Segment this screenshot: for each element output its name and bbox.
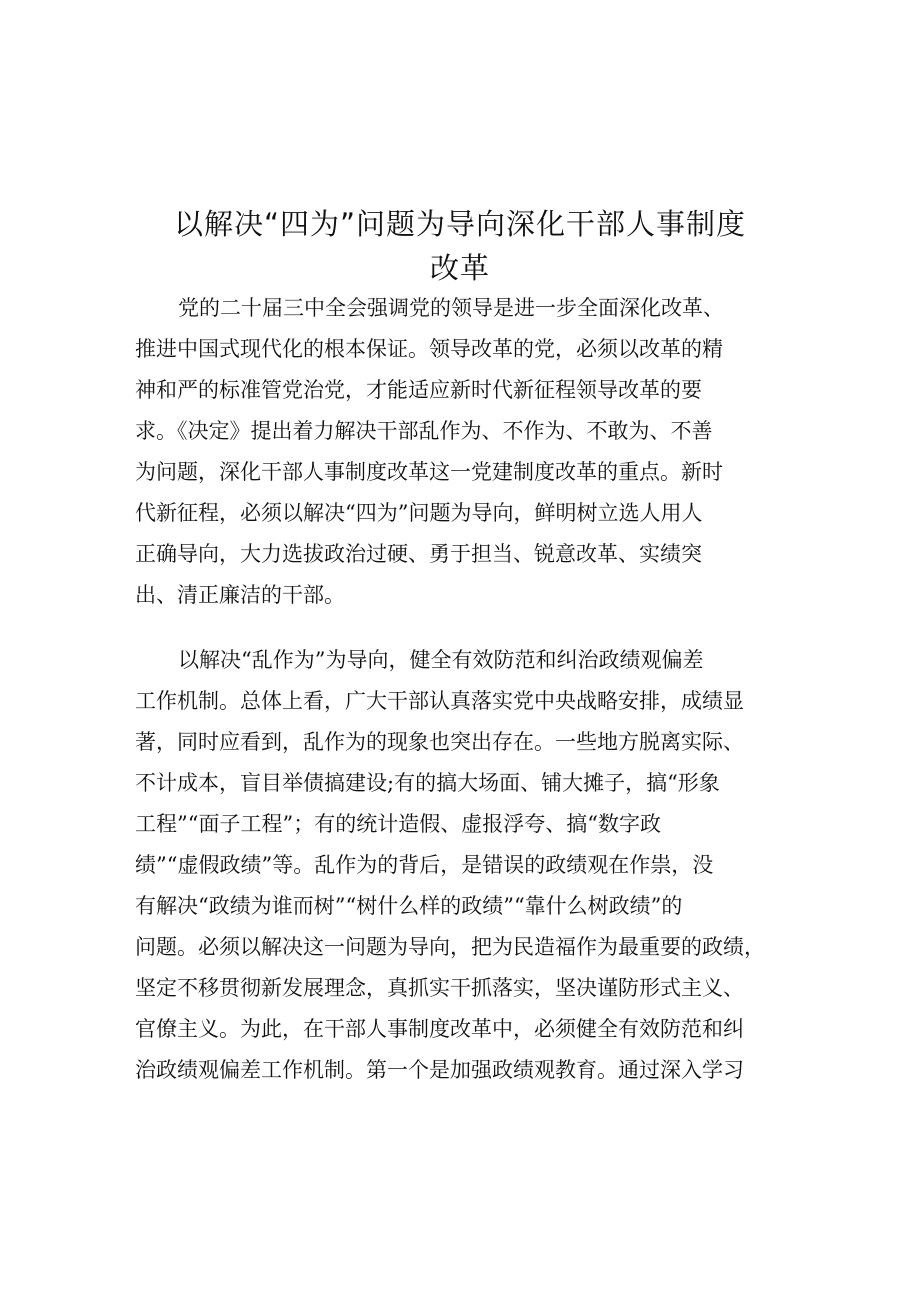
paragraph-1-line-3: 神和严的标准管党治党，才能适应新时代新征程领导改革的要 xyxy=(135,378,702,402)
document-title-line-1: 以解决“四为”问题为导向深化干部人事制度 xyxy=(173,207,747,241)
paragraph-2-line-11: 治政绩观偏差工作机制。第一个是加强政绩观教育。通过深入学习 xyxy=(135,1058,744,1082)
paragraph-2-line-3: 著，同时应看到，乱作为的现象也突出存在。一些地方脱离实际、 xyxy=(135,730,744,754)
paragraph-2-line-9: 坚定不移贯彻新发展理念，真抓实干抓落实，坚决谨防形式主义、 xyxy=(135,976,744,1000)
paragraph-2-line-2: 工作机制。总体上看，广大干部认真落实党中央战略安排，成绩显 xyxy=(135,689,744,713)
paragraph-2-line-5: 工程”“面子工程”；有的统计造假、虚报浮夸、搞“数字政 xyxy=(135,812,661,836)
paragraph-1-line-7: 正确导向，大力选拔政治过硬、勇于担当、锐意改革、实绩突 xyxy=(135,542,702,566)
paragraph-2-line-8: 问题。必须以解决这一问题为导向，把为民造福作为最重要的政绩， xyxy=(135,935,765,959)
paragraph-1-line-8: 出、清正廉洁的干部。 xyxy=(135,583,345,607)
paragraph-1-line-5: 为问题，深化干部人事制度改革这一党建制度改革的重点。新时 xyxy=(135,460,723,484)
paragraph-1-line-6: 代新征程，必须以解决“四为”问题为导向，鲜明树立选人用人 xyxy=(135,501,703,525)
paragraph-2-line-10: 官僚主义。为此，在干部人事制度改革中，必须健全有效防范和纠 xyxy=(135,1017,744,1041)
document-title-line-2: 改革 xyxy=(429,251,490,285)
paragraph-2-line-4: 不计成本，盲目举债搞建设;有的搞大场面、铺大摊子，搞“形象 xyxy=(135,771,720,795)
paragraph-2-line-7: 有解决“政绩为谁而树”“树什么样的政绩”“靠什么树政绩”的 xyxy=(135,894,683,918)
paragraph-1-line-1: 党的二十届三中全会强调党的领导是进一步全面深化改革、 xyxy=(178,296,724,320)
paragraph-1-line-4: 求。《决定》提出着力解决干部乱作为、不作为、不敢为、不善 xyxy=(135,419,713,443)
paragraph-2-line-1: 以解决“乱作为”为导向，健全有效防范和纠治政绩观偏差 xyxy=(178,648,704,672)
paragraph-1-line-2: 推进中国式现代化的根本保证。领导改革的党，必须以改革的精 xyxy=(135,337,723,361)
paragraph-2-line-6: 绩”“虚假政绩”等。乱作为的背后，是错误的政绩观在作祟，没 xyxy=(135,853,714,877)
